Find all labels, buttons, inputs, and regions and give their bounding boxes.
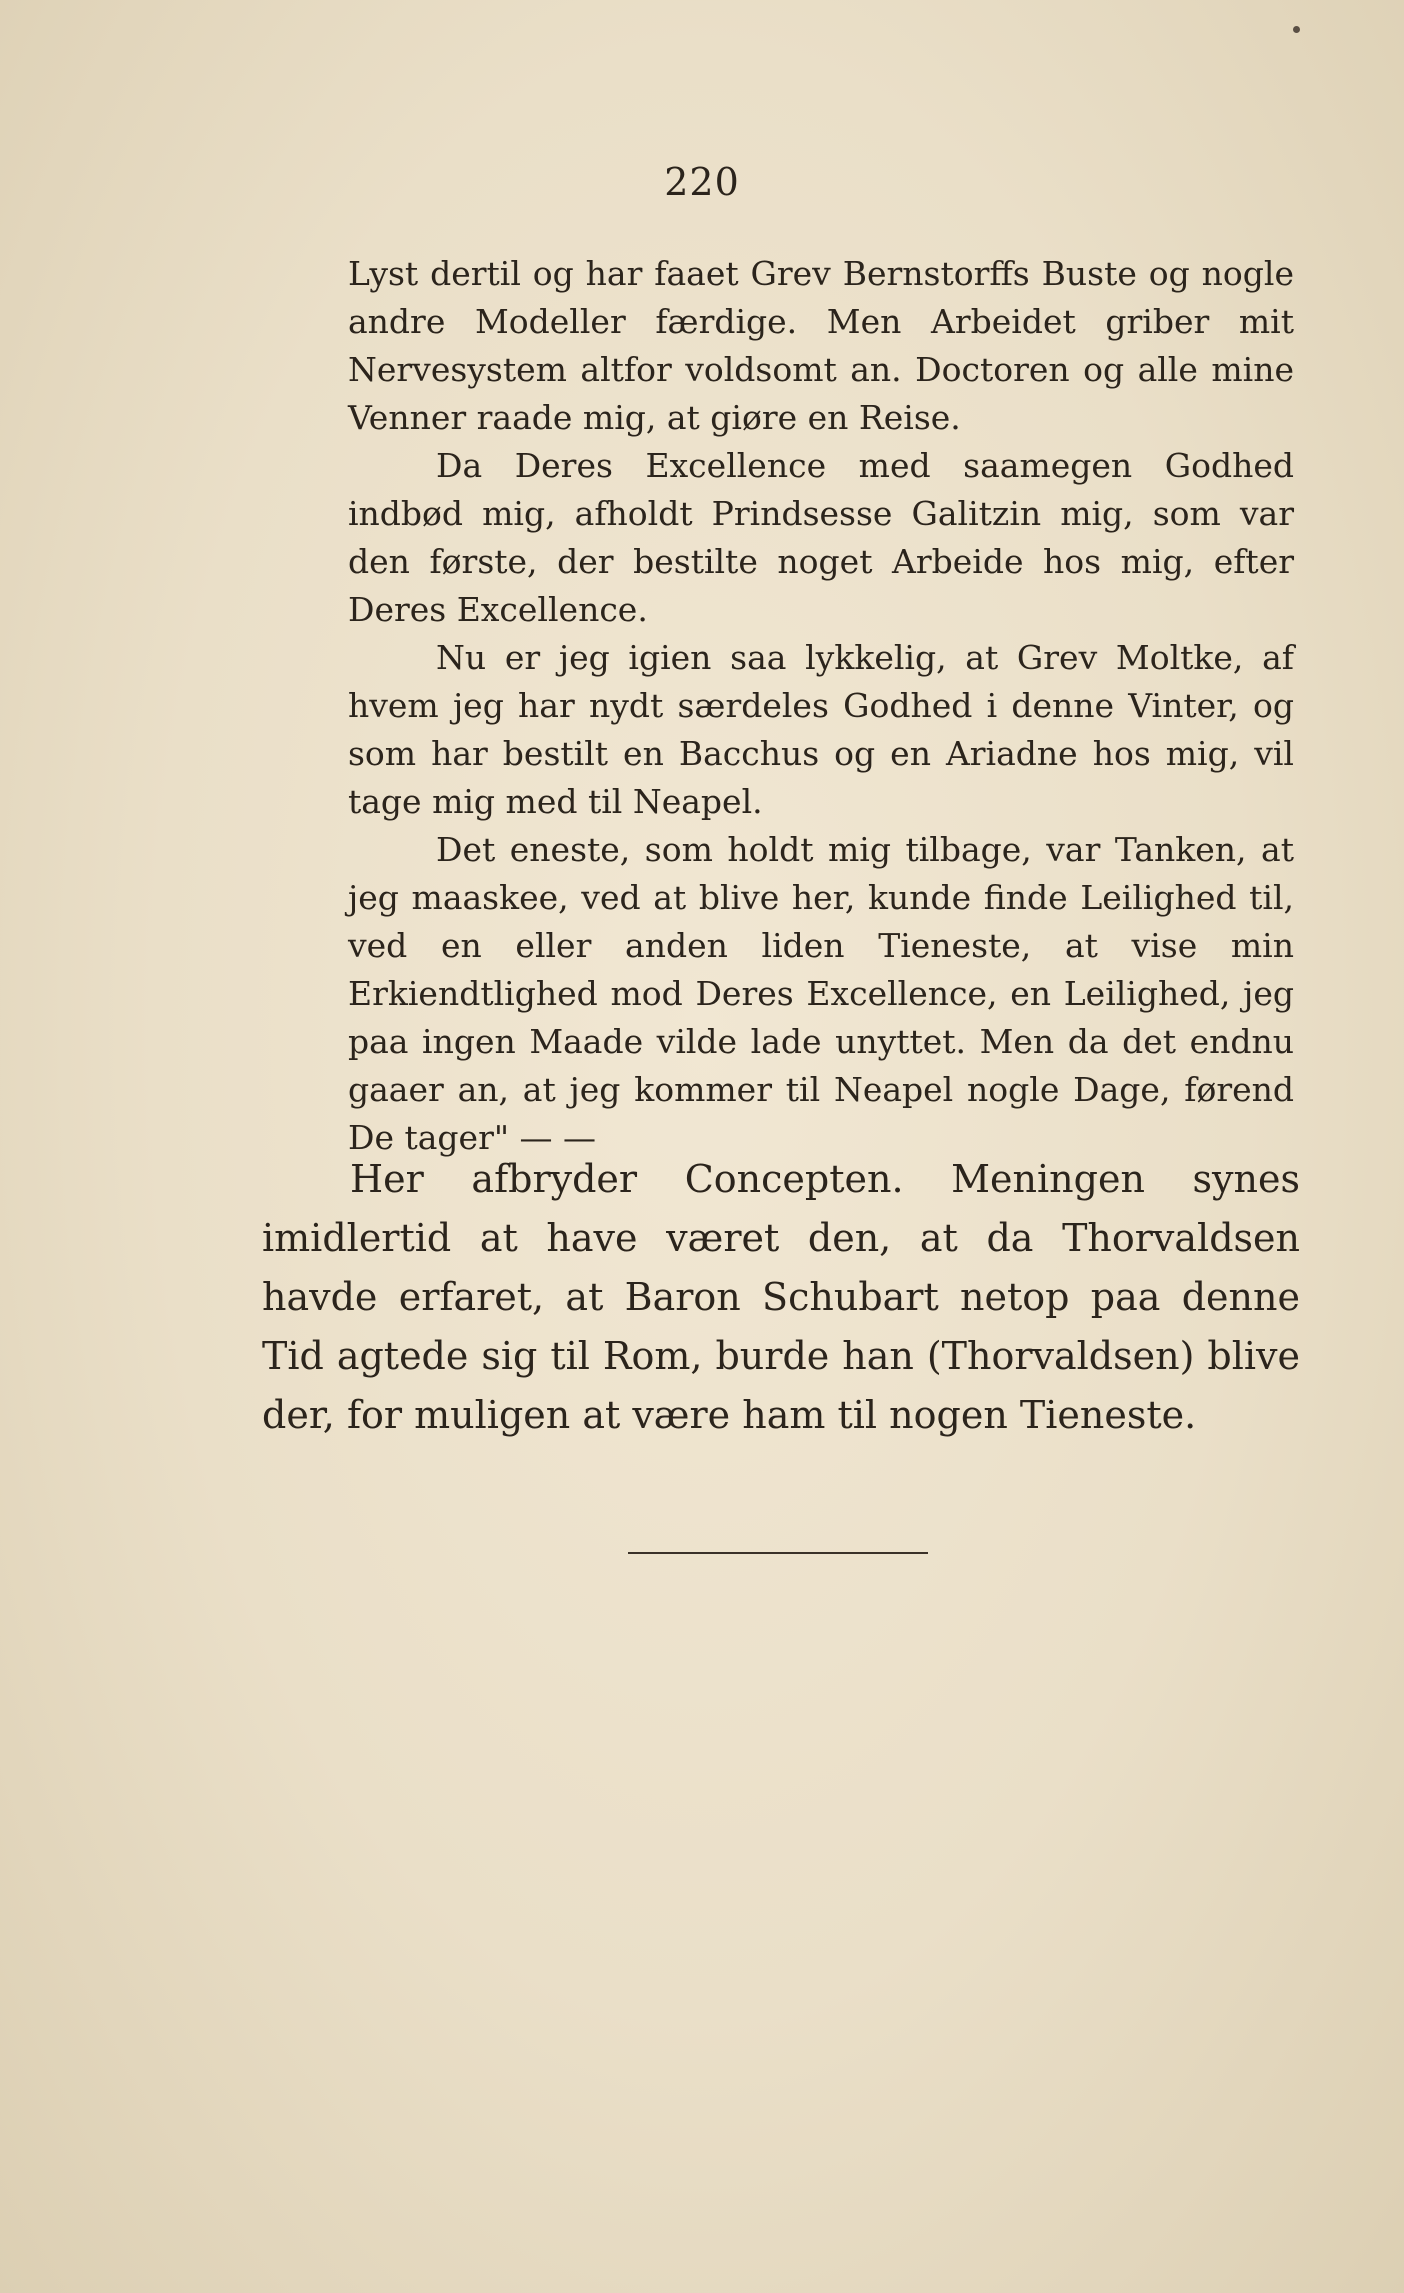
- section-divider: [628, 1552, 928, 1554]
- letter-paragraph: Lyst dertil og har faaet Grev Bernstorffs Buste og nogle andre Modeller færdige. Men Arbeidet griber mit Nervesystem altfor voldsomt an. Doctoren og alle mine Venner raade mig, at giøre en Reise.: [348, 254, 1294, 437]
- letter-paragraph: Det eneste, som holdt mig tilbage, var Tanken, at jeg maaskee, ved at blive her, kunde finde Leilighed til, ved en eller anden liden Tieneste, at vise min Erkiendtlighed mod Deres Excellence, en Leilighed, jeg paa ingen Maade vilde lade unyttet. Men da det endnu gaaer an, at jeg kommer til Neapel nogle Dage, førend De tager" — —: [348, 830, 1294, 1157]
- body-paragraph: Her afbryder Concepten. Meningen synes imidlertid at have været den, at da Thorvaldsen havde erfaret, at Baron Schubart netop paa denne Tid agtede sig til Rom, burde han (Thorvaldsen) blive der, for muligen at være ham til nogen Tieneste.: [262, 1157, 1300, 1437]
- body-text: [262, 1150, 1300, 1445]
- letter-quotation: [348, 250, 1294, 1162]
- page-number: 220: [664, 160, 740, 204]
- ink-speck: [1293, 26, 1300, 33]
- letter-paragraph: Da Deres Excellence med saamegen Godhed indbød mig, afholdt Prindsesse Galitzin mig, som var den første, der bestilte noget Arbeide hos mig, efter Deres Excellence.: [348, 446, 1294, 629]
- letter-paragraph: Nu er jeg igien saa lykkelig, at Grev Moltke, af hvem jeg har nydt særdeles Godhed i denne Vinter, og som har bestilt en Bacchus og en Ariadne hos mig, vil tage mig med til Neapel.: [348, 638, 1294, 821]
